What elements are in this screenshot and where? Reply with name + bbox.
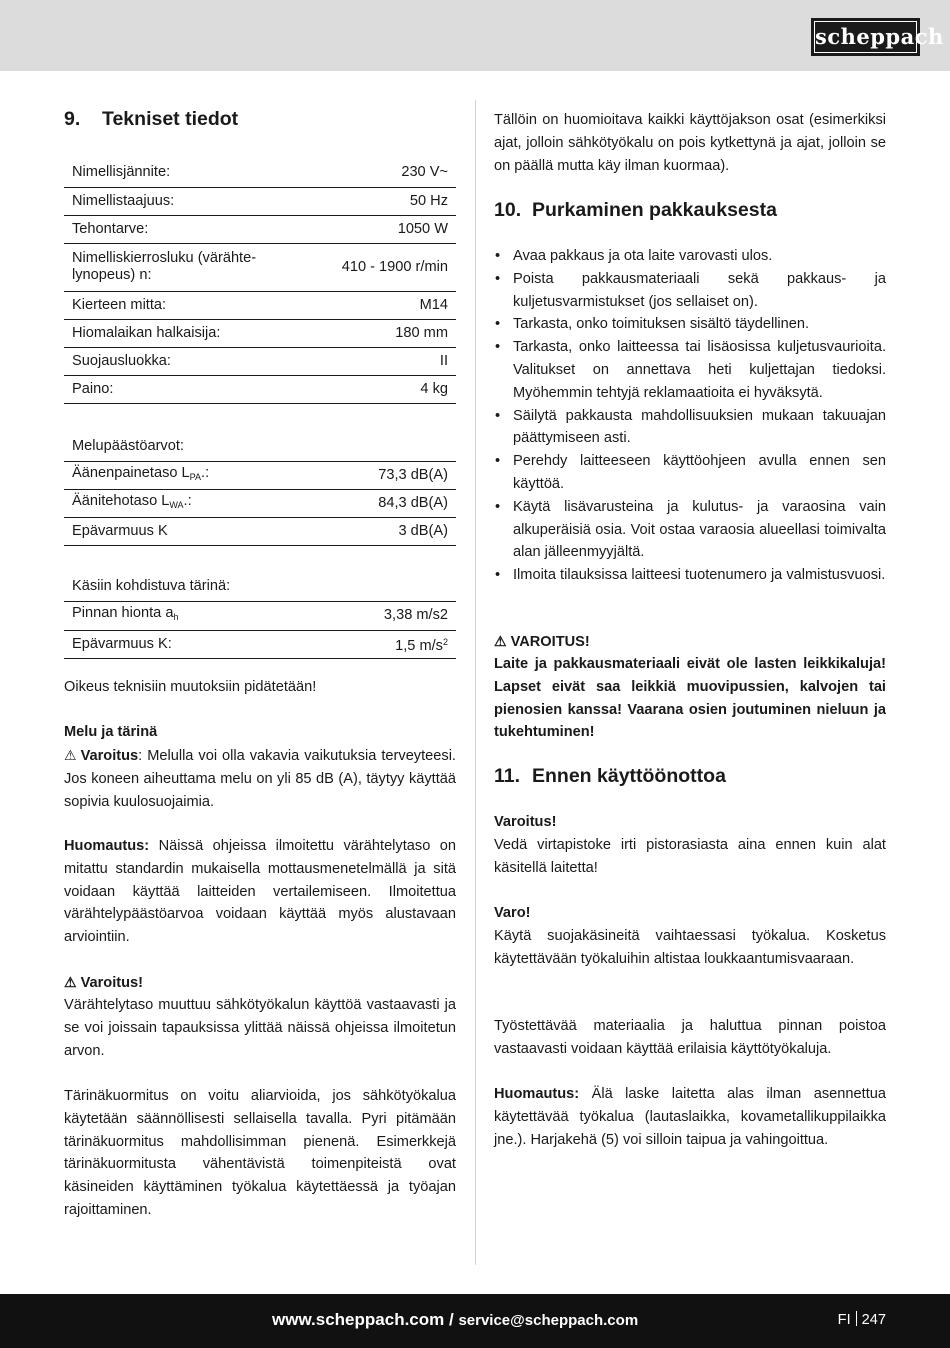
- caution-text: Käytä suojakäsineitä vaihtaessasi työkalua. Kosketus käytettävään työkaluihin altistaa loukkaantumisvaaraan.: [494, 928, 886, 967]
- list-item: • Poista pakkausmateriaali sekä pakkaus- ja kuljetusvarmistukset (jos sellaiset on).: [494, 268, 886, 314]
- section-number: 10.: [494, 199, 522, 221]
- page-indicator: [838, 1311, 886, 1328]
- note-text: Älä laske laitetta alas ilman asennettua käytettävää työkalua (lautaslaikka, kovametallikuppilaikka jne.). Harjakehä (5) voi silloin taipua ja vahingoittua.: [494, 1086, 886, 1148]
- unplug-warning-text: Vedä virtapistoke irti pistorasiasta aina ennen kuin alat käsitellä laitetta!: [494, 837, 886, 876]
- list-item: • Perehdy laitteeseen käyttöohjeen avulla ennen sen käyttöä.: [494, 450, 886, 496]
- vibration-load-paragraph: Tärinäkuormitus on voitu aliarvioida, jos sähkötyökalua käytetään säännöllisesti sellaisella tavalla. Pyri pitämään tärinäkuormitus mahdollisimman pienenä. Esimerkkejä tärinäkuormitusta vähentävistä toimenpiteistä ovat käsineiden käyttäminen työkalua käytettäessä ja työajan rajoittaminen.: [64, 1088, 456, 1218]
- section-title: Purkaminen pakkauksesta: [532, 199, 777, 221]
- spec-row: [64, 319, 456, 347]
- scheppach-logo: [811, 18, 944, 56]
- list-item: • Tarkasta, onko laitteessa tai lisäosissa kuljetusvaurioita. Valitukset on annettava heti kuljettajan tiedoksi. Myöhemmin tehtyjä reklamaatioita ei hyväksytä.: [494, 336, 886, 404]
- service-email-link[interactable]: service@scheppach.com: [458, 1312, 639, 1329]
- noise-table: [64, 432, 456, 546]
- spec-value: 3 dB(A): [315, 517, 456, 545]
- noise-heading: Melupäästöarvot:: [64, 432, 456, 461]
- section-number: 11.: [494, 765, 521, 787]
- vibration-heading-row: [64, 573, 456, 601]
- list-item: • Käytä lisävarusteina ja kulutus- ja varaosina vain alkuperäisiä osia. Voit ostaa varaosia alueellasi toimivalta alan jälleenmyyjältä.: [494, 496, 886, 564]
- material-paragraph: Työstettävää materiaalia ja haluttua pinnan poistoa vastaavasti voidaan käyttää erilaisia käyttötyökaluja.: [494, 1018, 886, 1057]
- section-number: 9.: [64, 108, 81, 130]
- spec-row: [64, 291, 456, 319]
- warning-label: VAROITUS!: [510, 634, 590, 650]
- spec-label: [64, 601, 301, 630]
- spec-value: 73,3 dB(A): [315, 461, 456, 489]
- label-end: .:: [201, 464, 210, 481]
- spec-label: [64, 461, 315, 489]
- measurement-note-paragraph: [64, 835, 456, 949]
- spec-value: [301, 630, 456, 658]
- spec-label: Epävarmuus K:: [64, 630, 301, 658]
- caution-heading: Varo!: [494, 905, 531, 921]
- value-main: 1,5 m/s: [395, 637, 443, 654]
- vibration-warning-heading: [64, 971, 456, 995]
- label-main: Äänitehotaso L: [72, 492, 170, 509]
- value-sup: 2: [442, 636, 448, 647]
- spec-row: [64, 461, 456, 489]
- section-title: Ennen käyttöönottoa: [532, 765, 726, 787]
- spec-table: [64, 158, 456, 404]
- warning-triangle-icon: ⚠: [64, 974, 77, 990]
- spec-value: 84,3 dB(A): [315, 489, 456, 517]
- label-main: Äänenpainetaso L: [72, 464, 190, 481]
- spec-value: 410 - 1900 r/min: [307, 243, 456, 291]
- separator: [856, 1311, 857, 1326]
- label-sub: h: [173, 612, 179, 622]
- intro-paragraph: Tällöin on huomioitava kaikki käyttöjakson osat (esimerkiksi ajat, jolloin sähkötyökalu on pois kytkettynä ja ajat, jolloin se on päällä mutta käy ilman kuormaa).: [494, 112, 886, 174]
- list-item: • Avaa pakkaus ja ota laite varovasti ulos.: [494, 245, 886, 268]
- note-label: Huomautus:: [494, 1086, 580, 1102]
- label-sub: WA: [169, 499, 184, 510]
- spec-value: 50 Hz: [307, 187, 456, 215]
- spec-value: 180 mm: [307, 319, 456, 347]
- spec-value: M14: [307, 291, 456, 319]
- noise-vibration-heading: Melu ja tärinä: [64, 724, 158, 740]
- spec-value: 1050 W: [307, 215, 456, 243]
- spec-row: [64, 601, 456, 630]
- spec-label: Paino:: [64, 375, 307, 403]
- warning-text: : Melulla voi olla vakavia vaikutuksia terveyteesi. Jos koneen aiheuttama melu on yli 85 dB (A), täytyy käyttää sopivia kuulosuojaimia.: [64, 748, 456, 810]
- warning-label: Varoitus: [80, 748, 139, 764]
- spec-label: [64, 243, 307, 291]
- section-11-heading: [494, 765, 726, 788]
- noise-heading-row: [64, 432, 456, 461]
- column-divider: [475, 100, 476, 1265]
- list-item: • Ilmoita tilauksissa laitteesi tuotenumero ja valmistusvuosi.: [494, 564, 886, 587]
- website-link[interactable]: www.scheppach.com /: [272, 1310, 454, 1329]
- label-end: .:: [183, 492, 192, 509]
- spec-row: [64, 347, 456, 375]
- children-warning-heading: [494, 630, 886, 654]
- spec-row: [64, 375, 456, 403]
- spec-label: Epävarmuus K: [64, 517, 315, 545]
- label-main: Pinnan hionta a: [72, 605, 174, 621]
- note-label: Huomautus:: [64, 838, 150, 854]
- section-10-heading: [494, 199, 777, 222]
- note-text: Näissä ohjeissa ilmoitettu värähtelytaso on mitattu standardin mukaisella mottausmenetelmällä ja sitä voidaan käyttää laitteiden vertailemiseen. Ilmoitettua värähtelypäästöarvoa voidaan käyttää myös alustavaan arviointiin.: [64, 838, 456, 946]
- spec-value: 3,38 m/s2: [301, 601, 456, 630]
- changes-note: Oikeus teknisiin muutoksiin pidätetään!: [64, 679, 317, 695]
- brush-note-paragraph: [494, 1083, 886, 1151]
- spec-label: Hiomalaikan halkaisija:: [64, 319, 307, 347]
- list-item: • Tarkasta, onko toimituksen sisältö täydellinen.: [494, 313, 886, 336]
- spec-label: Kierteen mitta:: [64, 291, 307, 319]
- spec-label-line1: Nimelliskierrosluku (värähte-: [72, 250, 257, 266]
- vibration-table: [64, 573, 456, 659]
- page-header: [0, 0, 950, 71]
- spec-row: [64, 630, 456, 658]
- vibration-heading: Käsiin kohdistuva tärinä:: [64, 573, 456, 601]
- spec-row: [64, 517, 456, 545]
- warning-triangle-icon: ⚠: [64, 747, 77, 763]
- section-title: Tekniset tiedot: [102, 108, 239, 130]
- spec-row: [64, 187, 456, 215]
- spec-label: Suojausluokka:: [64, 347, 307, 375]
- spec-row: [64, 215, 456, 243]
- spec-label: Nimellisjännite:: [64, 158, 307, 187]
- spec-label-line2: lynopeus) n:: [72, 267, 152, 283]
- noise-warning-paragraph: [64, 744, 456, 813]
- unplug-warning-heading: Varoitus!: [494, 814, 557, 830]
- warning-triangle-icon: ⚠: [494, 633, 507, 649]
- spec-row: [64, 489, 456, 517]
- spec-row: [64, 158, 456, 187]
- spec-value: 4 kg: [307, 375, 456, 403]
- spec-value: 230 V~: [307, 158, 456, 187]
- unpacking-list: [494, 245, 886, 587]
- children-warning-text: Laite ja pakkausmateriaali eivät ole lasten leikkikaluja! Lapset eivät saa leikkiä muovipussien, kalvojen tai pienosien kanssa! Vaarana osien joutuminen nieluun ja tukehtuminen!: [494, 656, 886, 741]
- language-code: FI: [837, 1312, 851, 1328]
- warning-label: Varoitus!: [80, 975, 144, 991]
- spec-label: Nimellistaajuus:: [64, 187, 307, 215]
- spec-label: Tehontarve:: [64, 215, 307, 243]
- footer-contact: [272, 1310, 638, 1330]
- logo-text: scheppach: [814, 21, 917, 53]
- list-item: • Säilytä pakkausta mahdollisuuksien mukaan takuuajan päättymiseen asti.: [494, 405, 886, 451]
- page-number: 247: [861, 1312, 886, 1328]
- vibration-warning-text: Värähtelytaso muuttuu sähkötyökalun käyttöä vastaavasti ja se voi joissain tapauksissa ylittää näissä ohjeissa ilmoitetun arvon.: [64, 997, 456, 1059]
- section-9-heading: [64, 108, 238, 131]
- spec-label: [64, 489, 315, 517]
- spec-value: II: [307, 347, 456, 375]
- label-sub: PA: [189, 471, 202, 482]
- page-footer: [0, 1294, 950, 1348]
- spec-row: [64, 243, 456, 291]
